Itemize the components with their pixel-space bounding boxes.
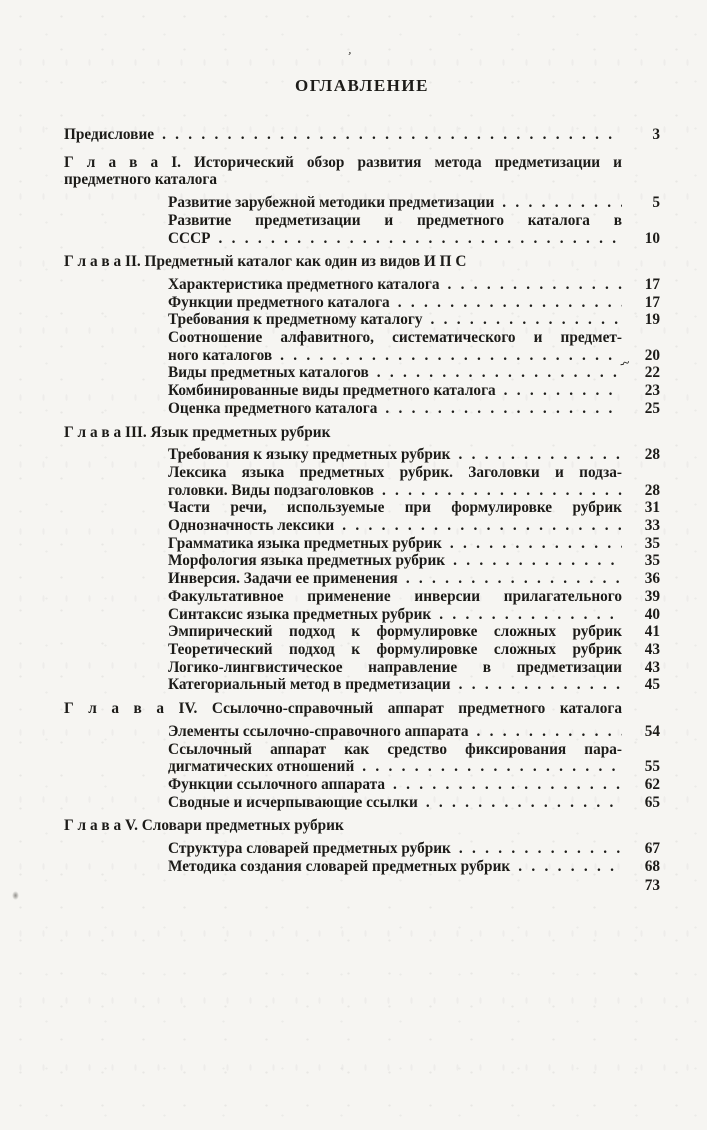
toc-entry-row [64,535,660,553]
dot-leader [342,517,622,535]
chapter-heading-text: Г л а в а III. Язык предметных рубрик [64,423,331,441]
page-number: 35 [644,534,660,552]
page-number: 20 [644,346,660,364]
toc-entry-row [64,588,660,606]
scan-artifact-dash: -~ [618,355,630,371]
page-number: 10 [644,229,660,247]
entry-text: Характеристика предметного каталога [168,275,440,293]
entry-text: Факультативное применение инверсии прилагательного [168,587,622,605]
dot-leader [377,364,622,382]
chapter-heading-line [64,171,660,189]
page-number: 28 [644,481,660,499]
entry-text: Грамматика языка предметных рубрик [168,534,442,552]
page-number: 25 [644,399,660,417]
toc-entry-row [64,382,660,400]
toc-entry-row [64,364,660,382]
toc-entry-row [64,741,660,759]
page-number: 36 [644,570,660,588]
page-number: 43 [644,658,660,676]
chapter-heading-text: предметного каталога [64,171,218,189]
page-number: 3 [652,126,660,143]
dot-leader [430,311,622,329]
page-number: 43 [644,640,660,658]
entry-text: Сводные и исчерпывающие ссылки [168,793,418,811]
toc-entry-row [64,794,660,812]
dot-leader [518,858,622,876]
dot-leader [450,535,622,553]
page-number: 5 [652,194,660,212]
dot-leader [459,676,622,694]
chapter-heading-text: Г л а в а V. Словари предметных рубрик [64,817,344,835]
page-number: 39 [644,587,660,605]
page-number: 62 [644,775,660,793]
toc-entry-row [64,294,660,312]
entry-text: головки. Виды подзаголовков [168,481,374,499]
page-number: 22 [644,364,660,382]
page-number: 40 [644,605,660,623]
entry-text: Логико-лингвистическое направление в предметизации [168,658,622,676]
page-number: 45 [644,676,660,694]
toc-entry-row [64,230,660,248]
toc-entry-row [64,758,660,776]
entry-text: Части речи, используемые при формулировке рубрик [168,499,622,517]
dot-leader [459,840,622,858]
entry-text: Теоретический подход к формулировке сложных рубрик [168,640,622,658]
dot-leader [162,126,622,144]
toc-entry-row [64,194,660,212]
chapter-heading [64,700,660,718]
page-number: 28 [644,446,660,464]
toc-entry-row [64,446,660,464]
entry-text: Функции предметного каталога [168,293,390,311]
toc-entry-row [64,464,660,482]
entry-text: Ссылочный аппарат как средство фиксирования пара- [168,740,622,758]
dot-leader [504,382,622,400]
page-title: ОГЛАВЛЕНИЕ [295,76,429,95]
page-number: 65 [644,793,660,811]
toc-entry-row [64,276,660,294]
scan-artifact-smudge [12,891,19,900]
entry-text: Комбинированные виды предметного каталога [168,382,496,400]
entry-text: Морфология языка предметных рубрик [168,552,446,570]
page-number: 73 [644,877,660,895]
entry-text: Требования к предметному каталогу [168,311,423,329]
dot-leader [393,776,622,794]
toc-entry-row [64,858,660,876]
toc-entry-row [64,400,660,418]
dot-leader [406,570,622,588]
page-number: 55 [644,758,660,776]
page-number: 33 [644,517,660,535]
toc-entry-row [64,659,660,677]
entry-text: Развитие предметизации и предметного каталога в [168,211,622,229]
toc-entry-row [64,570,660,588]
entry-text: Элементы ссылочно-справочного аппарата [168,722,469,740]
chapter-heading-line [64,253,660,271]
entry-text: Методика создания словарей предметных рубрик [168,857,511,875]
chapter-heading [64,253,660,271]
dot-leader [447,276,622,294]
toc-entry-row [64,517,660,535]
page-number: 35 [644,552,660,570]
dot-leader [458,446,622,464]
chapter-heading [64,154,660,189]
chapter-heading [64,424,660,442]
dot-leader [280,347,622,365]
entry-text: Эмпирический подход к формулировке сложных рубрик [168,623,622,641]
page-number: 41 [644,623,660,641]
dot-leader [362,758,622,776]
toc-entry-row [64,212,660,230]
entry-text: Требования к языку предметных рубрик [168,446,451,464]
page-number: 67 [644,840,660,858]
entry-text: ного каталогов [168,346,273,364]
page-number: 31 [644,499,660,517]
toc-entry-row [64,499,660,517]
dot-leader [426,794,622,812]
toc-entry-row [64,311,660,329]
entry-text: Синтаксис языка предметных рубрик [168,605,432,623]
dot-leader [477,723,622,741]
page-number: 19 [644,311,660,329]
chapter-heading-line [64,700,660,718]
chapter-heading-line [64,424,660,442]
toc-entry-row [64,723,660,741]
dot-leader [502,194,622,212]
toc-entry-row [64,776,660,794]
dot-leader [439,606,622,624]
entry-text: Соотношение алфавитного, систематического и предмет- [168,329,622,347]
entry-text: Виды предметных каталогов [168,364,369,382]
page-number: 23 [644,382,660,400]
chapter-heading-text: Г л а в а I. Исторический обзор развития метода предметизации и [64,153,622,171]
toc-entry-row [64,676,660,694]
toc-entry-row [64,877,660,895]
scan-artifact-apostrophe: ʼ [345,48,353,64]
page-number: 17 [644,293,660,311]
toc-entry-row [64,606,660,624]
toc-entry-row [64,840,660,858]
toc-entry-row [64,347,660,365]
chapter-heading [64,817,660,835]
entry-text: Структура словарей предметных рубрик [168,840,451,858]
dot-leader [398,294,622,312]
toc-entry-row [64,552,660,570]
entry-text: дигматических отношений [168,758,355,776]
page-number: 54 [644,722,660,740]
entry-text: Оценка предметного каталога [168,399,378,417]
dot-leader [453,552,622,570]
page-number: 68 [644,857,660,875]
toc-entry-row [64,126,660,144]
toc-entry-row [64,641,660,659]
toc-entry-row [64,329,660,347]
chapter-heading-text: Г л а в а IV. Ссылочно-справочный аппарат предметного каталога [64,700,622,718]
toc-entry-row [64,623,660,641]
chapter-heading-text: Г л а в а II. Предметный каталог как один из видов И П С [64,253,467,271]
entry-text: Инверсия. Задачи ее применения [168,570,398,588]
chapter-heading-line [64,817,660,835]
entry-text: Развитие зарубежной методики предметизации [168,194,495,212]
entry-text: Однозначность лексики [168,517,335,535]
entry-text: Лексика языка предметных рубрик. Заголовки и подза- [168,463,622,481]
entry-text: СССР [168,229,211,247]
chapter-heading-line [64,154,660,172]
entry-text: Функции ссылочного аппарата [168,775,385,793]
toc-entry-row [64,482,660,500]
dot-leader [219,230,623,248]
entry-text: Категориальный метод в предметизации [168,676,451,694]
page-number: 17 [644,275,660,293]
dot-leader [385,400,622,418]
dot-leader [382,482,622,500]
entry-text: Предисловие [64,126,155,143]
